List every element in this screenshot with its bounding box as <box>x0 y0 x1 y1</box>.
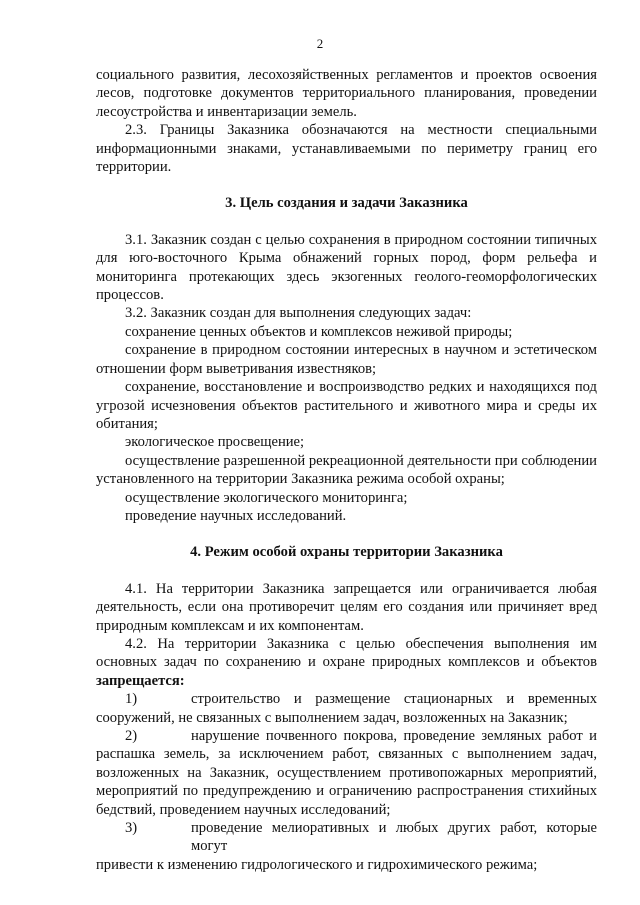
intro-paragraph-1: социального развития, лесохозяйственных регламентов и проектов освоения лесов, подготовке документов территориального планирования, проведении лесоустройства и инвентаризации земель. <box>96 67 597 120</box>
item-number: 2) <box>125 728 138 744</box>
document-body <box>96 66 597 874</box>
item-first-line: проведение мелиоративных и любых других работ, которые могут <box>191 820 597 855</box>
page-number: 2 <box>316 36 324 51</box>
prohibition-item-3 <box>96 819 597 874</box>
task-item: сохранение ценных объектов и комплексов неживой природы; <box>125 323 513 340</box>
item-first-line: строительство и размещение стационарных и временных <box>191 691 597 708</box>
section-4-paragraph-2 <box>96 635 597 690</box>
task-item: сохранение в природном состоянии интересных в научном и эстетическом отношении форм выветривания известняков; <box>96 342 597 377</box>
prohibited-label: запрещается: <box>96 672 185 689</box>
section-4-heading: 4. Режим особой охраны территории Заказника <box>190 544 503 561</box>
section-4-paragraph-1: 4.1. На территории Заказника запрещается или ограничивается любая деятельность, если она противоречит целям его создания или причиняет вред природным комплексам и их компонентам. <box>96 580 597 634</box>
section-3-heading: 3. Цель создания и задачи Заказника <box>225 195 468 212</box>
intro-paragraph-2: 2.3. Границы Заказника обозначаются на местности специальными информационными знаками, устанавливаемыми по периметру границ его территории. <box>96 122 597 176</box>
task-item: осуществление экологического мониторинга; <box>125 489 408 506</box>
section-3-paragraph-1: 3.1. Заказник создан с целью сохранения в природном состоянии типичных для юго-восточного Крыма обнажений горных пород, форм рельефа и мониторинга протекающих здесь экзогенных геолого-геоморфологических процессов. <box>96 231 597 304</box>
task-item: сохранение, восстановление и воспроизводство редких и находящихся под угрозой исчезновения объектов растительного и животного мира и среды их обитания; <box>96 379 597 432</box>
item-first-line: нарушение почвенного покрова, проведение земляных работ и <box>191 728 597 744</box>
prohibition-item-1 <box>96 690 597 727</box>
item-continuation: распашка земель, за исключением работ, связанных с выполнением задач, возложенных на Заказник, осуществлением противопожарных мероприятий, мероприятий по предупреждению и ограничению распространения стихийных бедствий, проведением научных исследований; <box>96 746 597 818</box>
task-item: проведение научных исследований. <box>125 507 347 524</box>
item-continuation: сооружений, не связанных с выполнением задач, возложенных на Заказник; <box>96 709 568 726</box>
task-item: осуществление разрешенной рекреационной деятельности при соблюдении установленного на территории Заказника режима особой охраны; <box>96 452 597 488</box>
section-3-paragraph-2: 3.2. Заказник создан для выполнения следующих задач: <box>125 305 472 322</box>
item-number: 1) <box>125 691 138 708</box>
prohibition-item-2 <box>96 727 597 819</box>
item-continuation: привести к изменению гидрологического и гидрохимического режима; <box>96 856 538 873</box>
paragraph-text: 4.2. На территории Заказника с целью обеспечения выполнения им основных задач по сохранению и охране природных комплексов и объектов <box>96 635 597 671</box>
task-item: экологическое просвещение; <box>125 434 305 451</box>
item-number: 3) <box>125 820 138 837</box>
